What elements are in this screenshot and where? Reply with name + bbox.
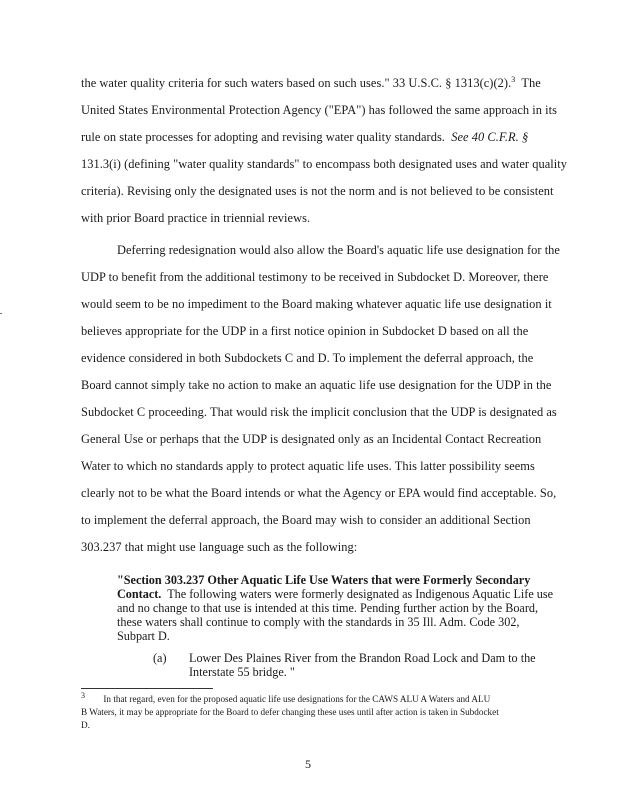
quote-line-1: Contact. The following waters were formerly designated as Indigenous Aquatic Life use [117, 587, 554, 601]
body-line-1: the water quality criteria for such waters based on such uses." 33 U.S.C. § 1313(c)(2).$^3$ The [81, 74, 541, 90]
list-item-text [189, 651, 536, 679]
body-line-7: Deferring redesignation would also allow the Board's aquatic life use designation for the [117, 243, 560, 257]
list-item-line-2: Interstate 55 bridge. " [189, 665, 295, 679]
body-line-17: to implement the deferral approach, the Board may wish to consider an additional Section [81, 513, 531, 527]
body-line-3: rule on state processes for adopting and revising water quality standards. See 40 C.F.R. § [81, 130, 529, 144]
quote-line-2: and no change to that use is intended at this time. Pending further action by the Board, [117, 601, 539, 615]
body-line-9: would seem to be no impediment to the Board making whatever aquatic life use designation it [81, 297, 552, 311]
body-line-14: General Use or perhaps that the UDP is designated only as an Incidental Contact Recreation [81, 432, 542, 446]
footnote-marker: 3 [81, 690, 85, 700]
body-line-13: Subdocket C proceeding. That would risk the implicit conclusion that the UDP is designated as [81, 405, 557, 419]
body-line-12: Board cannot simply take no action to make an aquatic life use designation for the UDP in the [81, 378, 552, 392]
body-line-11: evidence considered in both Subdockets C and D. To implement the deferral approach, the [81, 351, 534, 365]
scan-edge-mark [0, 313, 2, 314]
body-line-16: clearly not to be what the Board intends or what the Agency or EPA would find acceptable. So, [81, 486, 557, 500]
section-heading-end: Contact. [117, 587, 162, 601]
body-line-8: UDP to benefit from the additional testimony to be received in Subdocket D. Moreover, there [81, 270, 549, 284]
list-item-line-1: Lower Des Plaines River from the Brandon Road Lock and Dam to the [189, 651, 536, 665]
body-line-6: with prior Board practice in triennial reviews. [81, 211, 311, 225]
body-line-2: United States Environmental Protection Agency ("EPA") has followed the same approach in its [81, 103, 558, 117]
body-line-15: Water to which no standards apply to protect aquatic life uses. This latter possibility seems [81, 459, 535, 473]
footnote-separator [81, 688, 213, 689]
footnote-line-1: 3 In that regard, even for the proposed aquatic life use designations for the CAWS ALU A Waters and ALU [81, 690, 491, 704]
body-line-4: 131.3(i) (defining "water quality standards" to encompass both designated uses and water quality [81, 157, 567, 171]
body-line-10: believes appropriate for the UDP in a first notice opinion in Subdocket D based on all the [81, 324, 529, 338]
footnote-line-2: B Waters, it may be appropriate for the Board to defer changing these uses until after action is taken in Subdocket [81, 707, 499, 717]
see-citation: See 40 C.F.R. § [451, 130, 529, 144]
section-heading: "Section 303.237 Other Aquatic Life Use Waters that were Formerly Secondary [117, 573, 531, 587]
quote-line-3: these waters shall continue to comply with the standards in 35 Ill. Adm. Code 302, [117, 615, 520, 629]
list-item-label: (a) [153, 651, 167, 665]
quoted-section-block [117, 573, 557, 643]
body-line-18: 303.237 that might use language such as the following: [81, 540, 358, 554]
body-line-5: criteria). Revising only the designated uses is not the norm and is not believed to be consistent [81, 184, 554, 198]
footnote-ref: 3 [511, 74, 516, 84]
quote-line-4: Subpart D. [117, 629, 170, 643]
footnote-line-3: D. [81, 720, 90, 730]
page-number: 5 [305, 757, 311, 771]
